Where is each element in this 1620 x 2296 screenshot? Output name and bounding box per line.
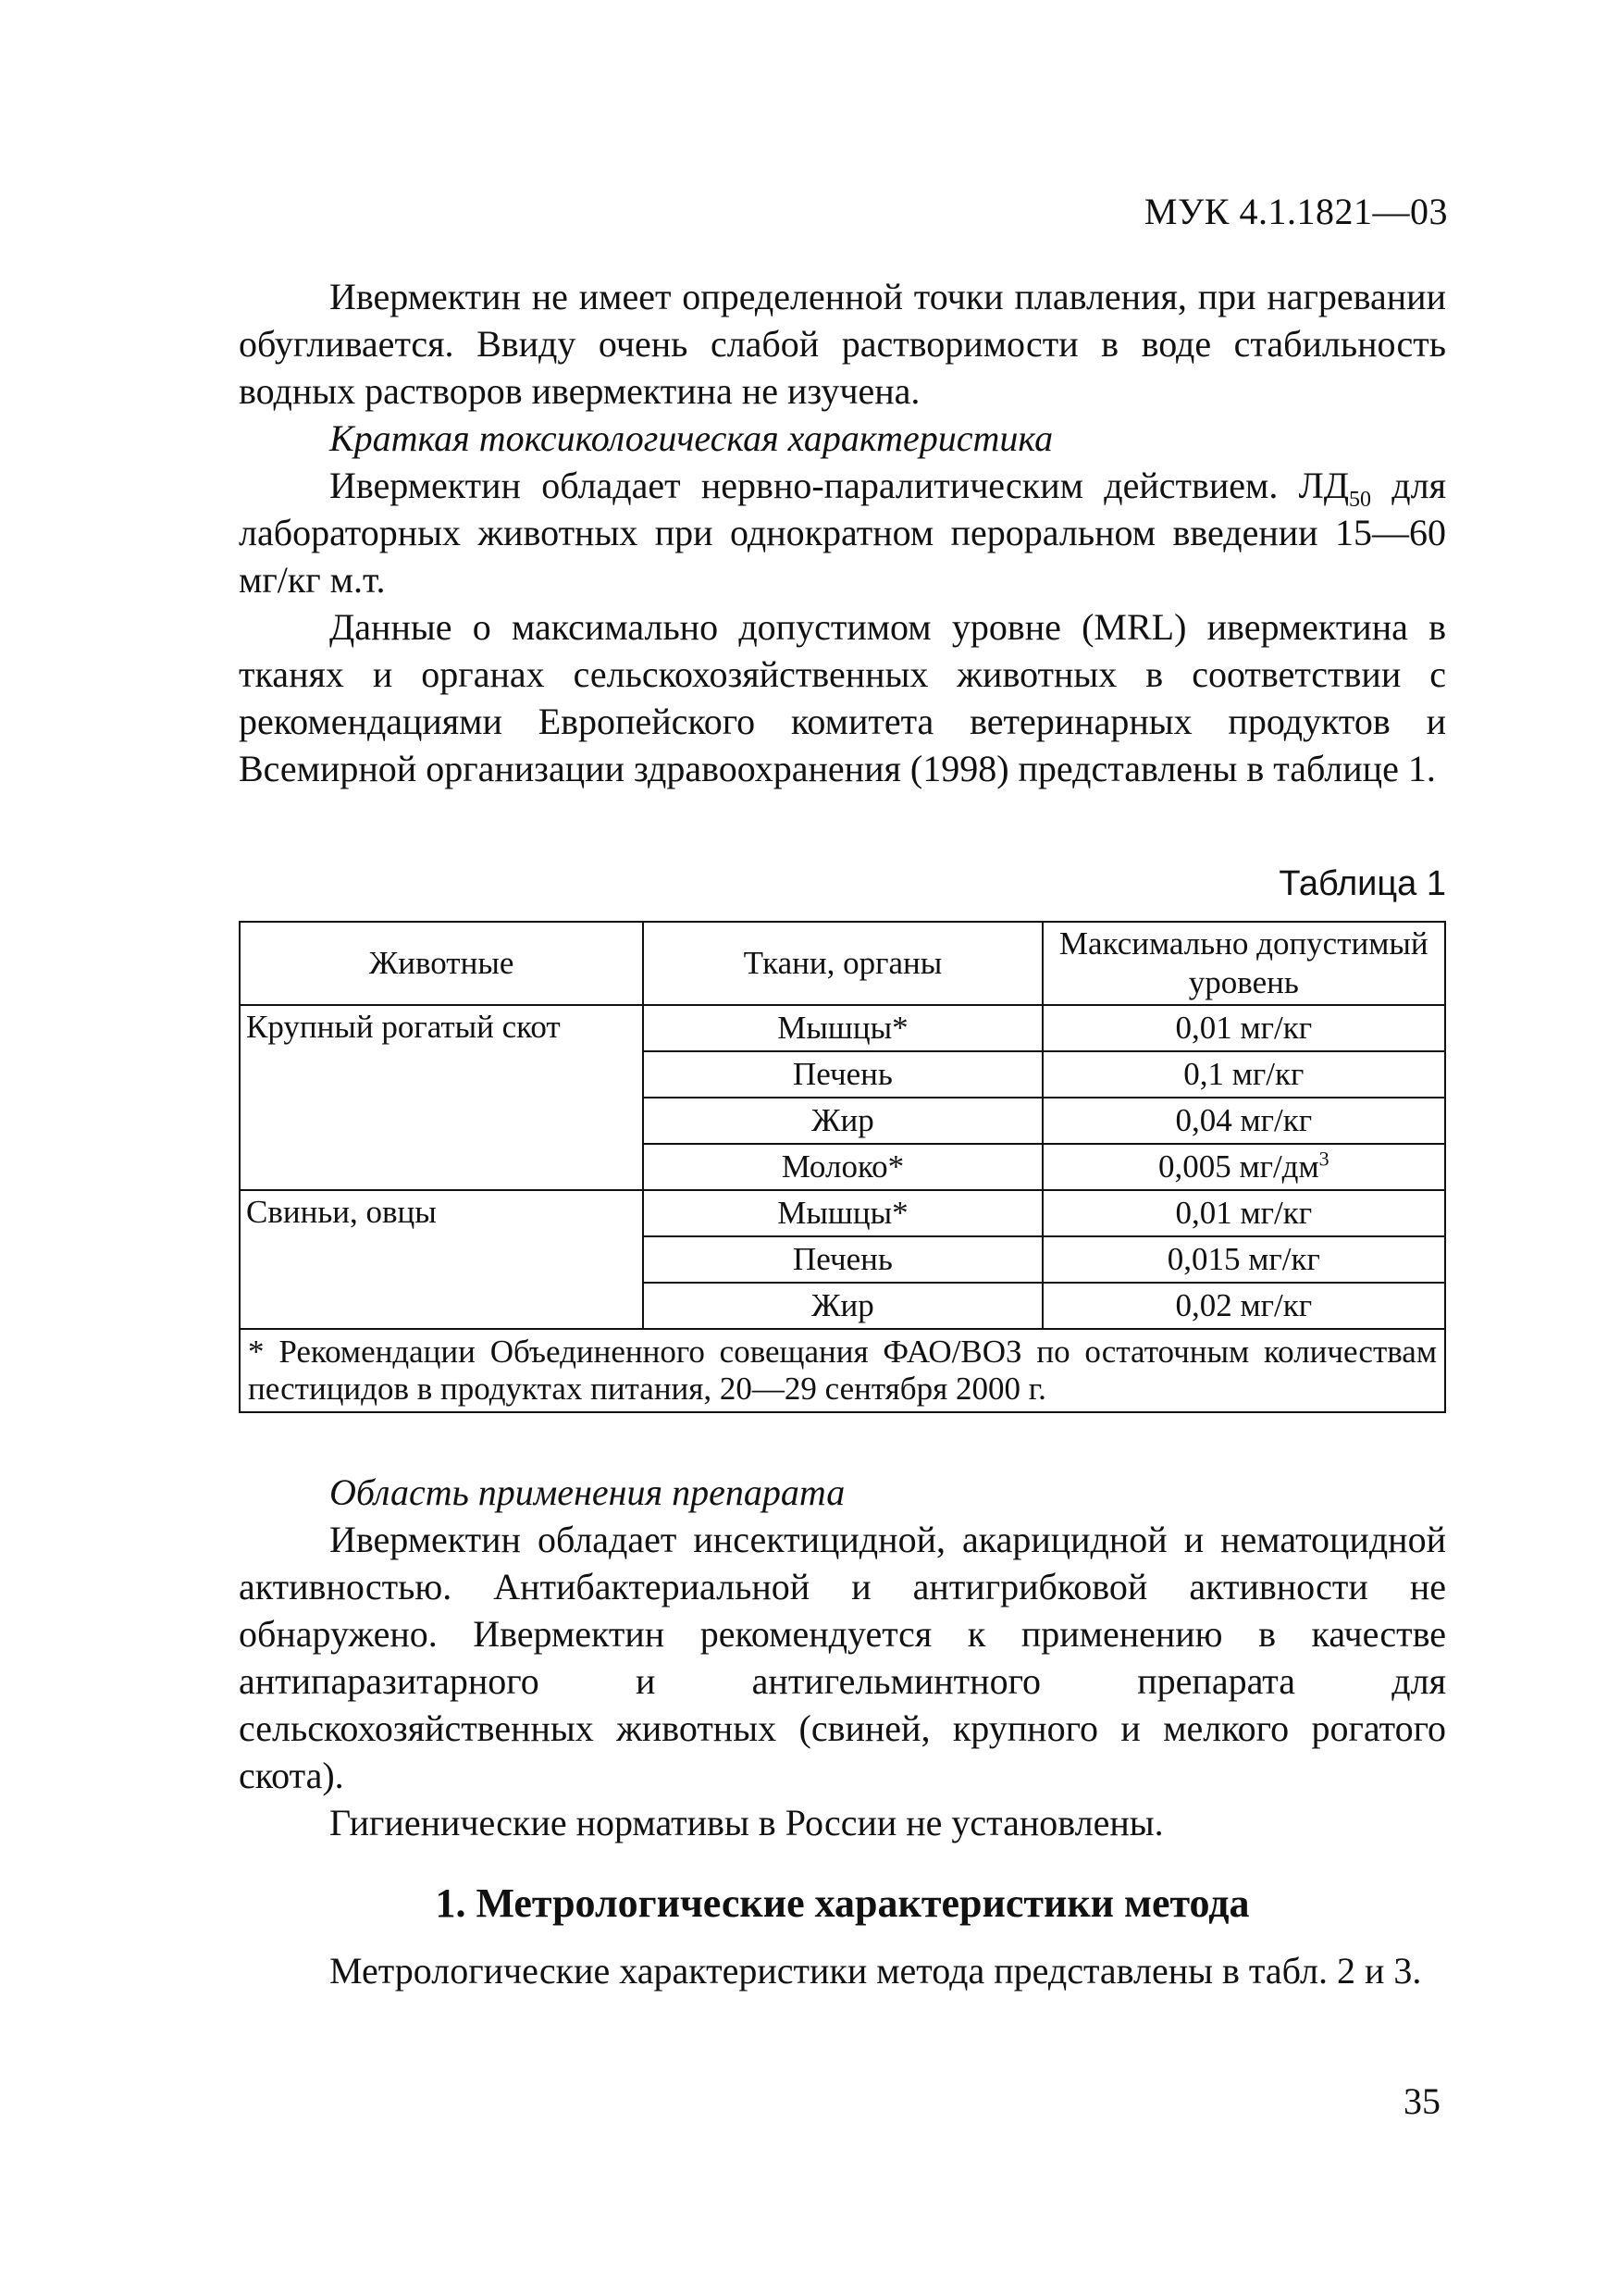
- unit-superscript: 3: [1318, 1147, 1329, 1171]
- heading-toxicology: Краткая токсикологическая характеристика: [329, 417, 1054, 459]
- table-caption: Таблица 1: [1279, 864, 1446, 903]
- tissue-cell: Мышцы*: [643, 1005, 1042, 1051]
- tissue-cell: Жир: [643, 1098, 1042, 1144]
- tissue-cell: Молоко*: [643, 1144, 1042, 1190]
- level-cell: 0,015 мг/кг: [1043, 1236, 1445, 1283]
- header-animals: Животные: [240, 922, 643, 1005]
- paragraph-section1: Метрологические характеристики метода представлены в табл. 2 и 3.: [329, 1950, 1422, 1992]
- tox-text-b: для лабораторных животных при однократном пероральном введении 15—60 мг/кг м.т.: [239, 465, 1446, 601]
- table-row: [240, 1005, 1445, 1051]
- page-header: МУК 4.1.1821—03: [1144, 191, 1448, 232]
- paragraph-mrl: Данные о максимально допустимом уровне (MRL) ивермектина в тканях и органах сельскохозяйственных животных в соответствии с рекомендациями Европейского комитета ветеринарных продуктов и Всемирной организации здравоохранения (1998) представлены в таблице 1.: [239, 606, 1446, 789]
- table-footnote: * Рекомендации Объединенного совещания ФАО/ВОЗ по остаточным количествам пестицидов в продуктах питания, 20—29 сентября 2000 г.: [240, 1329, 1445, 1412]
- level-cell: 0,02 мг/кг: [1043, 1283, 1445, 1329]
- header-tissues: Ткани, органы: [643, 922, 1042, 1005]
- heading-application: Область применения препарата: [329, 1471, 846, 1513]
- level-cell: 0,01 мг/кг: [1043, 1190, 1445, 1236]
- table-header-row: [240, 922, 1445, 1005]
- tissue-cell: Жир: [643, 1283, 1042, 1329]
- section-title: 1. Метрологические характеристики метода: [435, 1880, 1250, 1926]
- animal-cell: Свиньи, овцы: [240, 1190, 643, 1329]
- page-number: 35: [1404, 2080, 1441, 2122]
- tissue-cell: Печень: [643, 1051, 1042, 1098]
- paragraph-toxicology: [239, 462, 1446, 603]
- document-body: [239, 273, 1446, 1994]
- level-cell: 0,01 мг/кг: [1043, 1005, 1445, 1051]
- paragraph-hygiene: Гигиенические нормативы в России не установлены.: [329, 1802, 1164, 1843]
- tox-text-a: Ивермектин обладает нервно-паралитическим действием. ЛД: [329, 465, 1350, 506]
- tissue-cell: Мышцы*: [643, 1190, 1042, 1236]
- tissue-cell: Печень: [643, 1236, 1042, 1283]
- header-max-level: Максимально допустимый уровень: [1043, 922, 1445, 1005]
- level-text: 0,005 мг/дм: [1157, 1148, 1319, 1185]
- level-cell: 0,04 мг/кг: [1043, 1098, 1445, 1144]
- level-cell: 0,1 мг/кг: [1043, 1051, 1445, 1098]
- table-row: [240, 1190, 1445, 1236]
- paragraph-melting-point: Ивермектин не имеет определенной точки плавления, при нагревании обугливается. Ввиду очень слабой растворимости в воде стабильность водных растворов ивермектина не изучена.: [239, 276, 1446, 412]
- ld-subscript: 50: [1349, 488, 1372, 512]
- animal-cell: Крупный рогатый скот: [240, 1005, 643, 1190]
- paragraph-application: Ивермектин обладает инсектицидной, акарицидной и нематоцидной активностью. Антибактериальной и антигрибковой активности не обнаружено. Ивермектин рекомендуется к применению в качестве антипаразитарного и антигельминтного препарата для сельскохозяйственных животных (свиней, крупного и мелкого рогатого скота).: [239, 1519, 1446, 1796]
- level-cell: [1043, 1144, 1445, 1190]
- mrl-table: [239, 921, 1446, 1413]
- application-section: [239, 1469, 1446, 1846]
- table-footnote-row: [240, 1329, 1445, 1412]
